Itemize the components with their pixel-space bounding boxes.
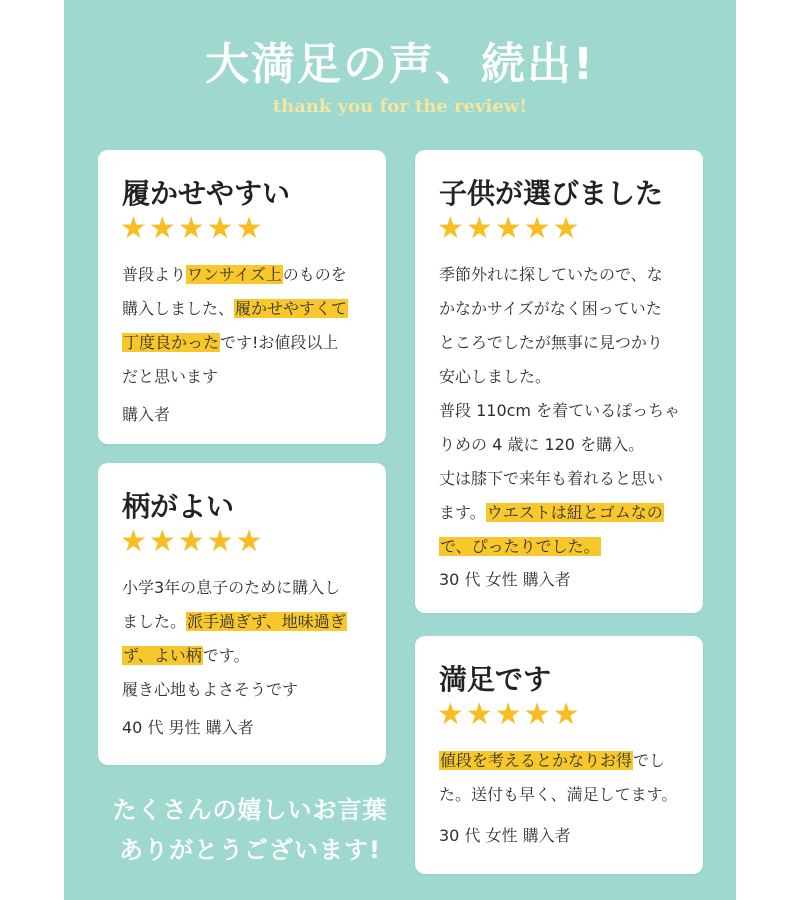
closing-line-1: たくさんの嬉しいお言葉 bbox=[112, 796, 388, 824]
review-card-2 bbox=[98, 463, 386, 765]
review-line: 丁度良かったです!お値段以上 bbox=[123, 333, 339, 352]
review-panel bbox=[64, 0, 736, 900]
highlight: 丁度良かった bbox=[123, 333, 220, 352]
star-rating-icon: ★★★★★ bbox=[437, 697, 582, 732]
review-line: 安心しました。 bbox=[439, 367, 552, 386]
review-body bbox=[439, 258, 685, 564]
star-rating-icon: ★★★★★ bbox=[120, 211, 265, 246]
reviewer-label: 30 代 女性 購入者 bbox=[439, 826, 571, 845]
reviewer-label: 30 代 女性 購入者 bbox=[439, 570, 571, 589]
closing-message bbox=[100, 790, 400, 870]
review-line: りめの 4 歳に 120 を購入。 bbox=[439, 435, 645, 454]
review-card-4 bbox=[415, 636, 703, 874]
highlight: 派手過ぎず、地味過ぎ bbox=[187, 612, 346, 631]
highlight: 履かせやすくて bbox=[235, 299, 348, 318]
review-card-3 bbox=[415, 150, 703, 613]
star-rating-icon: ★★★★★ bbox=[120, 524, 265, 559]
review-line: 購入しました、履かせやすくて bbox=[122, 299, 348, 318]
review-body bbox=[439, 744, 685, 812]
review-line: 履き心地もよさそうです bbox=[122, 680, 299, 699]
review-line: 普段 110cm を着ているぽっちゃ bbox=[439, 401, 681, 420]
review-line: 小学3年の息子のために購入し bbox=[122, 578, 341, 597]
page-title: 大満足の声、続出! bbox=[204, 39, 596, 90]
review-card-1 bbox=[98, 150, 386, 444]
review-title: 子供が選びました bbox=[439, 177, 664, 210]
highlight: で、ぴったりでした。 bbox=[440, 537, 600, 556]
review-line: 値段を考えるとかなりお得でし bbox=[440, 751, 666, 770]
highlight: 値段を考えるとかなりお得 bbox=[440, 751, 633, 770]
review-title: 満足です bbox=[439, 663, 552, 696]
review-title: 柄がよい bbox=[122, 490, 235, 523]
review-line: 普段よりワンサイズ上のものを bbox=[122, 265, 347, 284]
review-line: ます。ウエストは紐とゴムなの bbox=[439, 503, 663, 522]
highlight: ず、よい柄 bbox=[123, 646, 202, 665]
review-line: かなかサイズがなく困っていた bbox=[439, 299, 662, 318]
review-body bbox=[122, 258, 368, 394]
closing-line-2: ありがとうございます! bbox=[119, 836, 381, 864]
review-line: 丈は膝下で来年も着れると思い bbox=[439, 469, 664, 488]
review-body bbox=[122, 571, 368, 707]
review-line: ところでしたが無事に見つかり bbox=[439, 333, 663, 352]
highlight: ウエストは紐とゴムなの bbox=[486, 503, 663, 522]
review-line: ました。派手過ぎず、地味過ぎ bbox=[122, 612, 346, 631]
reviewer-label: 購入者 bbox=[122, 405, 171, 424]
review-line: だと思います bbox=[122, 367, 219, 386]
review-line bbox=[439, 530, 685, 564]
reviewer-label: 40 代 男性 購入者 bbox=[122, 718, 254, 737]
review-line: 季節外れに探していたので、な bbox=[439, 265, 663, 284]
review-title: 履かせやすい bbox=[122, 177, 291, 210]
page-subtitle: thank you for the review! bbox=[272, 96, 528, 117]
star-rating-icon: ★★★★★ bbox=[437, 211, 582, 246]
review-line: た。送付も早く、満足してます。 bbox=[439, 785, 678, 804]
review-line: ず、よい柄です。 bbox=[123, 646, 250, 665]
highlight: ワンサイズ上 bbox=[187, 265, 282, 284]
